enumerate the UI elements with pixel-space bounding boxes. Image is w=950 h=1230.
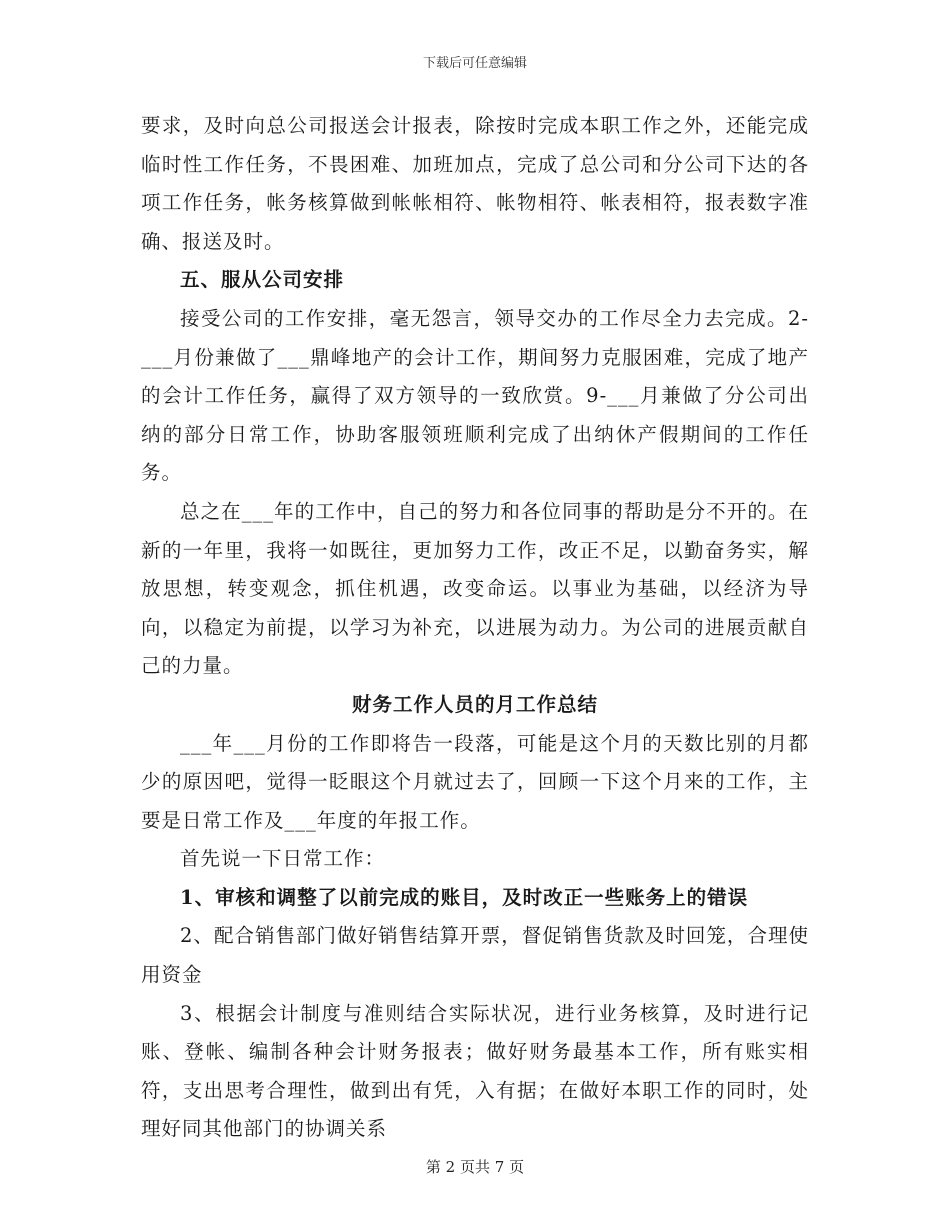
paragraph-daily-work-intro: 首先说一下日常工作： xyxy=(180,847,386,871)
document-title: 财务工作人员的月工作总结 xyxy=(351,692,598,716)
paragraph-summary: 总之在___年的工作中，自己的努力和各位同事的帮助是分不开的。在新的一年里，我将一如既往，更加努力工作，改正不足，以勤奋务实，解放思想，转变观念，抓住机遇，改变命运。以事业为基础，以经济为导向，以稳定为前提，以学习为补充，以进展为动力。为公司的进展贡献自己的力量。 xyxy=(141,499,809,678)
paragraph-report-requirements: 要求，及时向总公司报送会计报表，除按时完成本职工作之外，还能完成临时性工作任务，不畏困难、加班加点，完成了总公司和分公司下达的各项工作任务，帐务核算做到帐帐相符、帐物相符、帐表相符，报表数字准确、报送及时。 xyxy=(141,114,809,253)
page-header: 下载后可任意编辑 xyxy=(422,56,527,71)
list-item-audit-accounts: 1、审核和调整了以前完成的账目，及时改正一些账务上的错误 xyxy=(180,885,749,909)
paragraph-month-intro: ___年___月份的工作即将告一段落，可能是这个月的天数比别的月都少的原因吧，觉得一眨眼这个月就过去了，回顾一下这个月来的工作，主要是日常工作及___年度的年报工作。 xyxy=(141,731,809,832)
document-body xyxy=(141,107,809,1149)
section-heading-obey-arrangement: 五、服从公司安排 xyxy=(180,268,345,292)
list-item-accounting-reports: 3、根据会计制度与准则结合实际状况，进行业务核算，及时进行记账、登帐、编制各种会计财务报表；做好财务最基本工作，所有账实相符，支出思考合理性，做到出有凭，入有据；在做好本职工作的同时，处理好同其他部门的协调关系 xyxy=(141,1001,809,1141)
page-footer: 第 2 页共 7 页 xyxy=(425,1158,525,1176)
paragraph-work-arrangement: 接受公司的工作安排，毫无怨言，领导交办的工作尽全力去完成。2-___月份兼做了___鼎峰地产的会计工作，期间努力克服困难，完成了地产的会计工作任务，赢得了双方领导的一致欣赏。9-___月兼做了分公司出纳的部分日常工作，协助客服领班顺利完成了出纳休产假期间的工作任务。 xyxy=(141,306,809,485)
list-item-sales-settlement: 2、配合销售部门做好销售结算开票，督促销售货款及时回笼，合理使用资金 xyxy=(141,924,809,987)
